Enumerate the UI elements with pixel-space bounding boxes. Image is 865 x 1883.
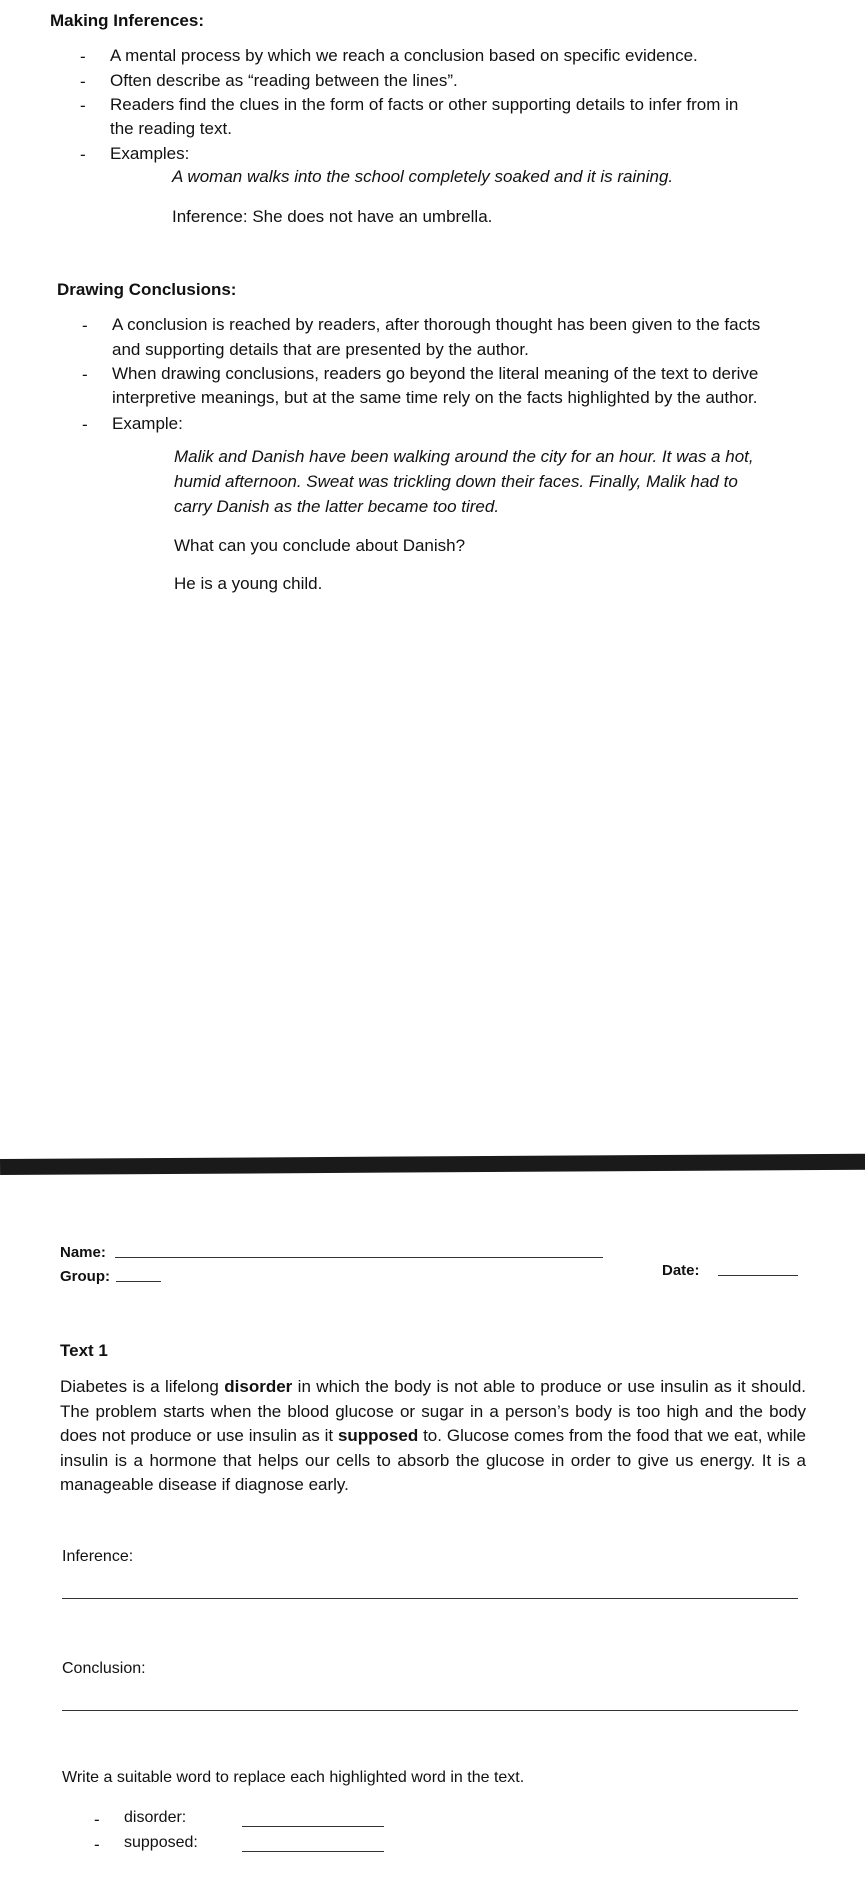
inference-answer-line[interactable]	[62, 1598, 798, 1599]
inference-bullet-3-cont: the reading text.	[110, 119, 232, 138]
conclusion-example-line: carry Danish as the latter became too tired.	[174, 497, 500, 516]
highlighted-word-disorder: disorder	[224, 1377, 293, 1396]
group-blank[interactable]	[116, 1281, 161, 1282]
bullet-dash: -	[80, 145, 86, 164]
conclusion-bullet-1-cont: and supporting details that are presented by the author.	[112, 340, 529, 359]
bullet-dash: -	[82, 415, 88, 434]
vocab-supposed-blank[interactable]	[242, 1851, 384, 1852]
bullet-dash: -	[80, 72, 86, 91]
date-blank[interactable]	[718, 1275, 798, 1276]
bullet-dash: -	[80, 47, 86, 66]
conclusion-example-line: humid afternoon. Sweat was trickling down their faces. Finally, Malik had to	[174, 472, 738, 491]
inference-bullet-3: Readers find the clues in the form of facts or other supporting details to infer from in	[110, 95, 739, 114]
vocab-disorder-blank[interactable]	[242, 1826, 384, 1827]
inference-bullet-4: Examples:	[110, 144, 190, 163]
conclusion-example-line: Malik and Danish have been walking around the city for an hour. It was a hot,	[174, 447, 754, 466]
inference-example: A woman walks into the school completely soaked and it is raining.	[172, 167, 674, 186]
conclusion-question: What can you conclude about Danish?	[174, 536, 466, 555]
bullet-dash: -	[82, 365, 88, 384]
name-blank[interactable]	[115, 1257, 603, 1258]
conclusion-answer: He is a young child.	[174, 574, 323, 593]
conclusion-bullet-2-cont: interpretive meanings, but at the same time rely on the facts highlighted by the author.	[112, 388, 758, 407]
conclusion-bullet-1: A conclusion is reached by readers, after thorough thought has been given to the facts	[112, 315, 761, 334]
conclusion-label: Conclusion:	[62, 1660, 146, 1677]
inference-bullet-1: A mental process by which we reach a conclusion based on specific evidence.	[110, 46, 698, 65]
bullet-dash: -	[94, 1810, 100, 1829]
bullet-dash: -	[82, 316, 88, 335]
inference-label: Inference:	[62, 1548, 134, 1565]
vocab-disorder-label: disorder:	[124, 1809, 187, 1826]
name-label: Name:	[60, 1244, 106, 1261]
text-title: Text 1	[60, 1341, 108, 1360]
inference-example-answer: Inference: She does not have an umbrella.	[172, 207, 493, 226]
text-paragraph	[60, 1375, 806, 1498]
page-divider	[0, 1154, 865, 1175]
paragraph-text: Diabetes is a lifelong	[60, 1377, 225, 1396]
conclusion-bullet-2: When drawing conclusions, readers go beyond the literal meaning of the text to derive	[112, 364, 759, 383]
drawing-conclusions-heading: Drawing Conclusions:	[57, 280, 237, 299]
bullet-dash: -	[80, 96, 86, 115]
instruction-text: Write a suitable word to replace each highlighted word in the text.	[62, 1769, 525, 1786]
paragraph-text: to. Glucose comes from the food that we eat, while insulin is a hormone that helps our cells to absorb the glucose in order to give us energy. It is a manageable disease if diagnose early.	[60, 1426, 807, 1495]
conclusion-bullet-3: Example:	[112, 414, 183, 433]
making-inferences-heading: Making Inferences:	[50, 11, 204, 30]
inference-bullet-2: Often describe as “reading between the lines”.	[110, 71, 458, 90]
group-label: Group:	[60, 1268, 110, 1285]
conclusion-answer-line[interactable]	[62, 1710, 798, 1711]
bullet-dash: -	[94, 1835, 100, 1854]
date-label: Date:	[662, 1262, 700, 1279]
highlighted-word-supposed: supposed	[337, 1426, 419, 1446]
vocab-supposed-label: supposed:	[124, 1834, 198, 1851]
paragraph-text: in which the body is not able to produce or use insulin as it should. The problem starts when the blood glucose or sugar in a person’s body is too high and the body does not produce or use insulin as it	[60, 1377, 806, 1446]
